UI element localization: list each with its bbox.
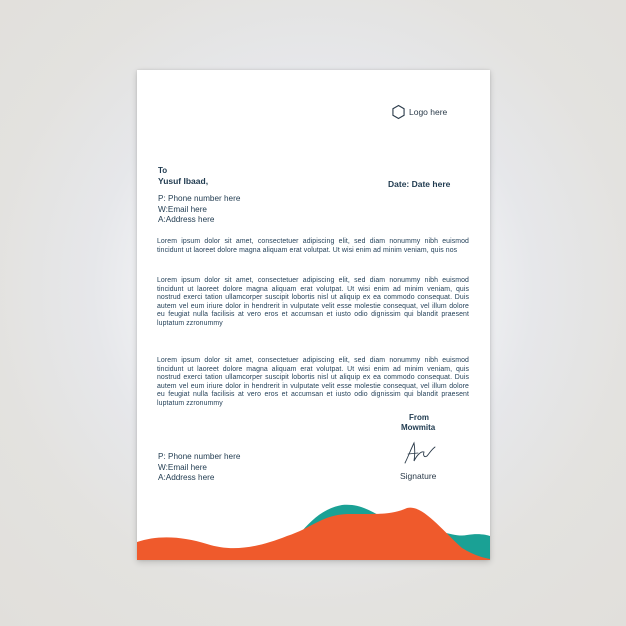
email-line: W:Email here	[158, 462, 207, 472]
hexagon-outline-icon	[392, 104, 405, 120]
email-line: W:Email here	[158, 204, 207, 214]
to-label: To	[158, 166, 168, 175]
from-label: From	[409, 413, 429, 422]
phone-line: P: Phone number here	[158, 194, 241, 203]
sender-name: Mowmita	[401, 423, 436, 432]
address-line: A:Address here	[158, 473, 215, 482]
letter-date: Date: Date here	[388, 179, 451, 189]
logo	[392, 104, 447, 120]
body-paragraph-2: Lorem ipsum dolor sit amet, consectetuer adipiscing elit, sed diam nonummy nibh euismod tincidunt ut laoreet dolore magna aliquam erat volutpat. Ut wisi enim ad minim veniam, quis nostrud exerci tation ullamcorper suscipit lobortis nisl ut aliquip ex ea commodo consequat. Duis autem vel eum iriure dolor in hendrerit in vulputate velit esse molestie consequat, vel illum dolore eu feugiat nulla facilisis at vero eros et accumsan et iusto odio dignissim qui blandit praesent luptatum zzronummy	[157, 277, 469, 327]
signature-mark	[402, 437, 438, 467]
orange-wave	[137, 508, 490, 560]
recipient-name: Yusuf Ibaad,	[158, 176, 209, 186]
contact-block-bottom	[158, 452, 240, 484]
body-paragraph-3: Lorem ipsum dolor sit amet, consectetuer adipiscing elit, sed diam nonummy nibh euismod tincidunt ut laoreet dolore magna aliquam erat volutpat. Ut wisi enim ad minim veniam, quis nostrud exerci tation ullamcorper suscipit lobortis nisl ut aliquip ex ea commodo consequat. Duis autem vel eum iriure dolor in hendrerit in vulputate velit esse molestie consequat, vel illum dolore eu feugiat nulla facilisis at vero eros et accumsan et iusto odio dignissim qui blandit praesent luptatum zzronummy	[157, 357, 469, 407]
phone-line: P: Phone number here	[158, 452, 241, 461]
contact-block-top	[158, 194, 240, 226]
signature-label: Signature	[400, 471, 437, 481]
address-line: A:Address here	[158, 215, 215, 224]
body-paragraph-1: Lorem ipsum dolor sit amet, consectetuer adipiscing elit, sed diam nonummy nibh euismod tincidunt ut laoreet dolore magna aliquam erat volutpat. Ut wisi enim ad minim veniam, quis nos	[157, 238, 469, 254]
letterhead-page	[137, 70, 490, 560]
logo-text: Logo here	[409, 107, 448, 117]
decorative-waves	[137, 490, 490, 560]
